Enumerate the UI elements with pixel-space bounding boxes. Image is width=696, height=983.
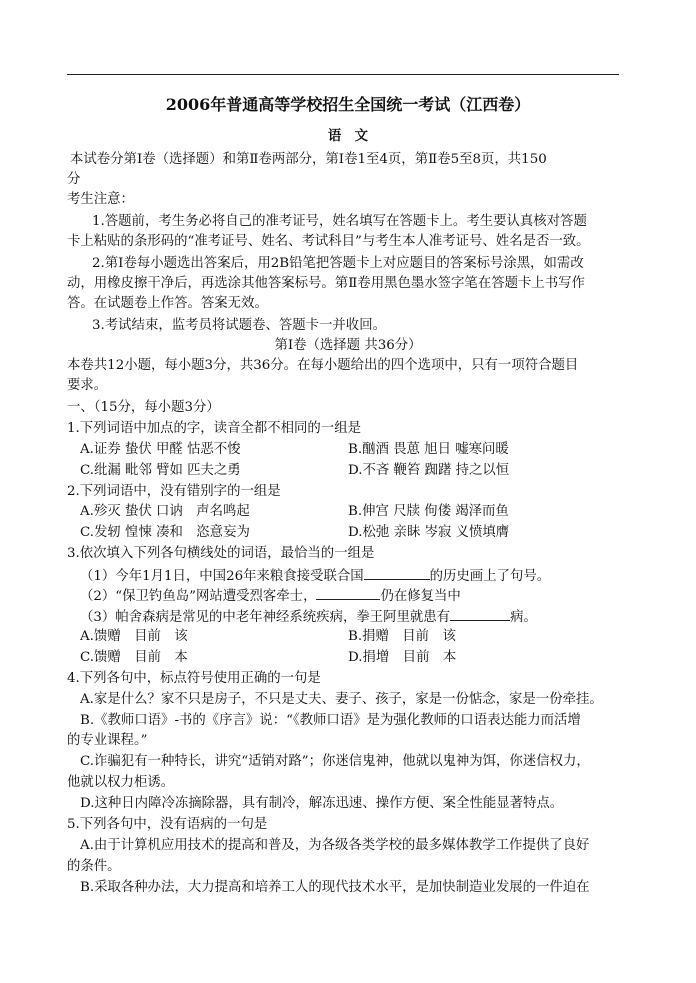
exam-title: 2006年普通高等学校招生全国统一考试（江西卷） xyxy=(165,95,531,114)
q5-stem: 5.下列各句中，没有语病的一句是 xyxy=(67,817,268,832)
q1-option-c: C.纰漏 毗邻 臂如 匹夫之勇 xyxy=(80,463,241,478)
q3-sentence-2 xyxy=(80,585,461,605)
q3-option-b: B.捐赠 目前 该 xyxy=(348,629,456,644)
notice-item-3: 3.考试结束，监考员将试题卷、答题卡一并收回。 xyxy=(92,318,386,333)
q1-option-b: B.酗酒 畏葸 旭日 嘘寒问暖 xyxy=(348,442,509,457)
notice-item-2-line-3: 答。在试题卷上作答。答案无效。 xyxy=(67,296,268,311)
q3-sentence-1-end: 的历史画上了句号。 xyxy=(429,569,551,584)
q3-sentence-3 xyxy=(80,606,537,626)
notice-item-2-line-2: 动，用橡皮擦干净后，再选涂其他答案标号。第Ⅱ卷用黑色墨水签字笔在答题卡上书写作 xyxy=(67,276,585,291)
q1-stem: 1.下列词语中加点的字，读音全都不相同的一组是 xyxy=(67,421,361,436)
q3-stem: 3.依次填入下列各句横线处的词语，最恰当的一组是 xyxy=(67,546,375,561)
q3-blank-1 xyxy=(364,565,430,580)
q2-option-a: A.殄灭 蛰伏 口讷 声名鸣起 xyxy=(80,504,250,519)
q3-option-a: A.馈赠 目前 该 xyxy=(80,629,188,644)
q1-option-d: D.不吝 鞭笞 踟躇 持之以恒 xyxy=(348,463,510,478)
q2-stem: 2.下列词语中，没有错别字的一组是 xyxy=(67,484,281,499)
q3-sentence-1-start: （1）今年1月1日，中国26年来粮食接受联合国 xyxy=(80,569,364,584)
part1-desc-line-1: 本卷共12小题，每小题3分，共36分。在每小题给出的四个选项中，只有一项符合题目 xyxy=(67,358,579,373)
q3-blank-3 xyxy=(450,606,510,621)
intro-line-2: 分 xyxy=(67,172,81,187)
q2-option-d: D.松弛 亲眛 岑寂 义愤填膺 xyxy=(348,525,510,540)
q4-option-d: D.这种日内障冷冻摘除器，具有制冷，解冻迅速、操作方便、案全性能显著特点。 xyxy=(80,796,564,811)
subject-title: 语 文 xyxy=(327,128,369,144)
q3-option-d: D.捐增 目前 本 xyxy=(348,650,457,665)
notice-item-2-line-1: 2.第Ⅰ卷每小题选出答案后，用2B铅笔把答题卡上对应题目的答案标号涂黑，如需改 xyxy=(92,256,584,271)
q3-sentence-2-start: （2）“保卫钓鱼岛”网站遭受烈客牵士， xyxy=(80,589,317,604)
intro-line-1: 本试卷分第Ⅰ卷（选择题）和第Ⅱ卷两部分，第Ⅰ卷1至4页，第Ⅱ卷5至8页，共150 xyxy=(70,152,547,167)
q4-option-a: A.家是什么？家不只是房子，不只是丈夫、妻子、孩子，家是一份惦念，家是一份牵挂。 xyxy=(80,692,603,707)
q5-option-a-line-2: 的条件。 xyxy=(67,859,121,874)
part1-desc-line-2: 要求。 xyxy=(67,378,108,393)
notice-item-1-line-2: 卡上粘贴的条形码的“准考证号、姓名、考试科目”与考生本人准考证号、姓名是否一致。 xyxy=(67,234,590,249)
q5-option-b-line-1: B.采取各种办法，大力提高和培养工人的现代技术水平，是加快制造业发展的一件迫在 xyxy=(80,880,590,895)
q4-option-b-line-1: B.《教师口语》-书的《序言》说：“《教师口语》是为强化教师的口语表达能力而活增 xyxy=(80,713,581,728)
q1-option-a: A.证券 蛰伏 甲醛 怙恶不悛 xyxy=(80,442,241,457)
q3-sentence-2-end: 仍在修复当中 xyxy=(380,589,461,604)
notice-item-1-line-1: 1.答题前，考生务必将自己的准考证号，姓名填写在答题卡上。考生要认真核对答题 xyxy=(92,214,587,229)
q3-sentence-3-end: 病。 xyxy=(510,610,537,625)
q4-stem: 4.下列各句中，标点符号使用正确的一句是 xyxy=(67,671,321,686)
q2-option-b: B.伸宫 尺牍 佝偻 竭泽而鱼 xyxy=(348,504,509,519)
q3-sentence-3-start: （3）帕舍森病是常见的中老年神经系统疾病，拳王阿里就患有 xyxy=(80,610,451,625)
q5-option-a-line-1: A.由于计算机应用技术的提高和普及，为各级各类学校的最多媒体教学工作提供了良好 xyxy=(80,838,590,853)
q3-sentence-1 xyxy=(80,565,550,585)
q4-option-c-line-1: C.诈骗犯有一种特长，讲究“适销对路”；你迷信鬼神，他就以鬼神为饵，你迷信权力， xyxy=(80,754,590,769)
q4-option-b-line-2: 的专业课程。” xyxy=(67,733,148,748)
header-rule xyxy=(67,74,619,75)
q4-option-c-line-2: 他就以权力柜诱。 xyxy=(67,775,175,790)
part1-heading: 第Ⅰ卷（选择题 共36分） xyxy=(274,338,422,353)
q3-blank-2 xyxy=(316,585,380,600)
notice-heading: 考生注意： xyxy=(67,192,134,207)
section-one-heading: 一、（15分，每小题3分） xyxy=(67,400,220,415)
q3-option-c: C.馈赠 目前 本 xyxy=(80,650,188,665)
q2-option-c: C.发轫 惶悚 凑和 恣意妄为 xyxy=(80,525,250,540)
